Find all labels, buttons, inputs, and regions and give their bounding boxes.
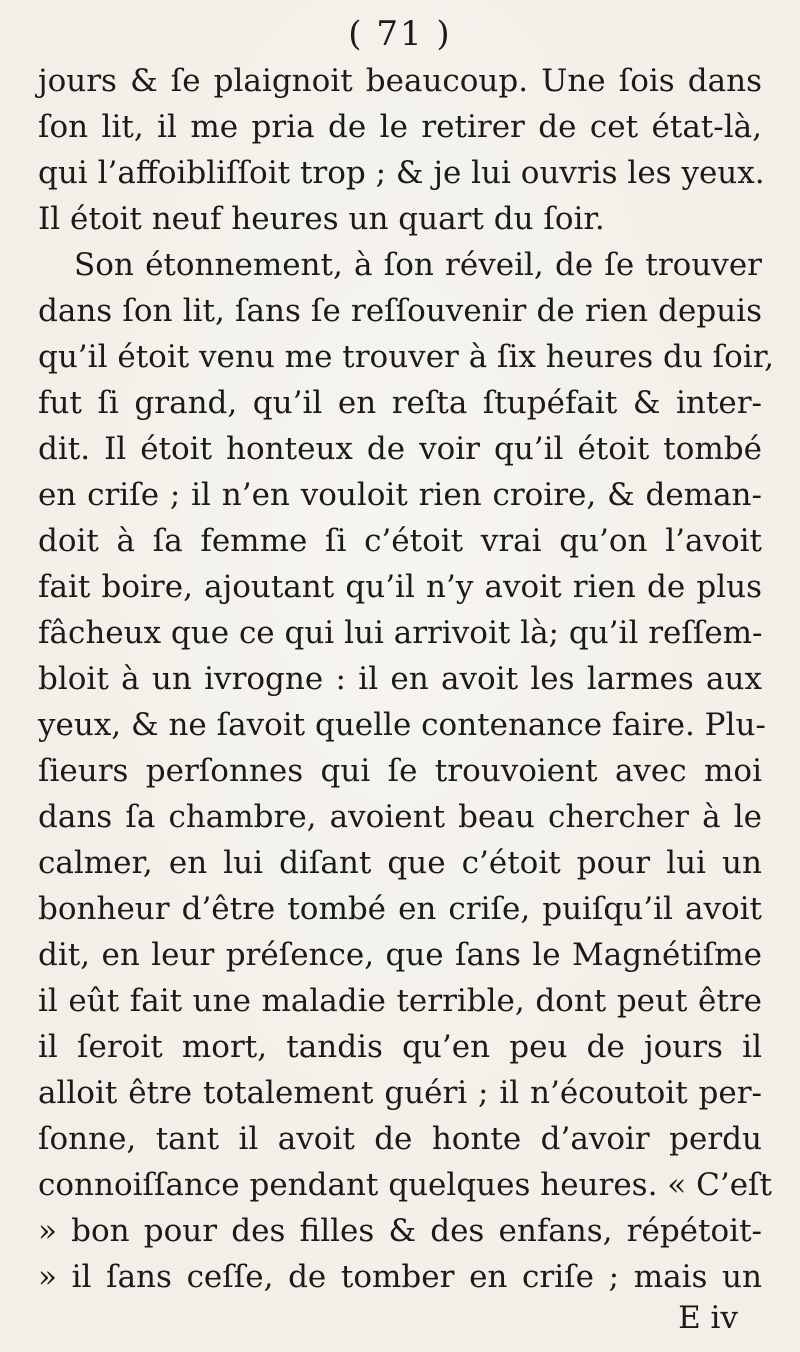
- page-body-text: [38, 58, 774, 1300]
- text-line: qui l’affoibliſſoit trop ; & je lui ouvris les yeux.: [38, 155, 765, 191]
- text-line: dit. Il étoit honteux de voir qu’il étoit tombé: [38, 431, 762, 467]
- text-line: connoiſſance pendant quelques heures. « C’eſt: [38, 1167, 772, 1203]
- text-line: calmer, en lui diſant que c’étoit pour lui un: [38, 845, 762, 881]
- text-line: il ſeroit mort, tandis qu’en peu de jours il: [38, 1029, 762, 1065]
- text-line: » bon pour des filles & des enfans, répétoit-: [38, 1213, 762, 1249]
- text-line: bonheur d’être tombé en criſe, puiſqu’il avoit: [38, 891, 762, 927]
- page-number: ( 71 ): [348, 14, 452, 54]
- text-line: dit, en leur préſence, que ſans le Magnétiſme: [38, 937, 762, 973]
- text-line: ſieurs perſonnes qui ſe trouvoient avec moi: [38, 753, 762, 789]
- text-line: il eût fait une maladie terrible, dont peut être: [38, 983, 762, 1019]
- text-line: fâcheux que ce qui lui arrivoit là; qu’il reſſem-: [38, 615, 763, 651]
- text-line: fut ſi grand, qu’il en reſta ſtupéfait & inter-: [38, 385, 762, 421]
- text-line: jours & ſe plaignoit beaucoup. Une ſois dans: [38, 63, 762, 99]
- text-line: » il ſans ceſſe, de tomber en criſe ; mais un: [38, 1259, 762, 1295]
- text-line: ſon lit, il me pria de le retirer de cet état-là,: [38, 109, 762, 145]
- text-line: alloit être totalement guéri ; il n’écoutoit per-: [38, 1075, 762, 1111]
- text-line: ſonne, tant il avoit de honte d’avoir perdu: [38, 1121, 762, 1157]
- text-line: bloit à un ivrogne : il en avoit les larmes aux: [38, 661, 762, 697]
- signature-mark: E iv: [678, 1300, 738, 1336]
- text-line: en criſe ; il n’en vouloit rien croire, & deman-: [38, 477, 762, 513]
- paragraph-start-line: Son étonnement, à ſon réveil, de ſe trouver: [74, 247, 762, 283]
- paragraph-end-line: Il étoit neuf heures un quart du ſoir.: [38, 201, 605, 237]
- text-line: qu’il étoit venu me trouver à ſix heures du ſoir,: [38, 339, 774, 375]
- text-line: fait boire, ajoutant qu’il n’y avoit rien de plus: [38, 569, 762, 605]
- text-line: dans ſon lit, ſans ſe reſſouvenir de rien depuis: [38, 293, 762, 329]
- text-line: doit à ſa femme ſi c’étoit vrai qu’on l’avoit: [38, 523, 762, 559]
- text-line: yeux, & ne ſavoit quelle contenance faire. Plu-: [38, 707, 766, 743]
- text-line: dans ſa chambre, avoient beau chercher à le: [38, 799, 762, 835]
